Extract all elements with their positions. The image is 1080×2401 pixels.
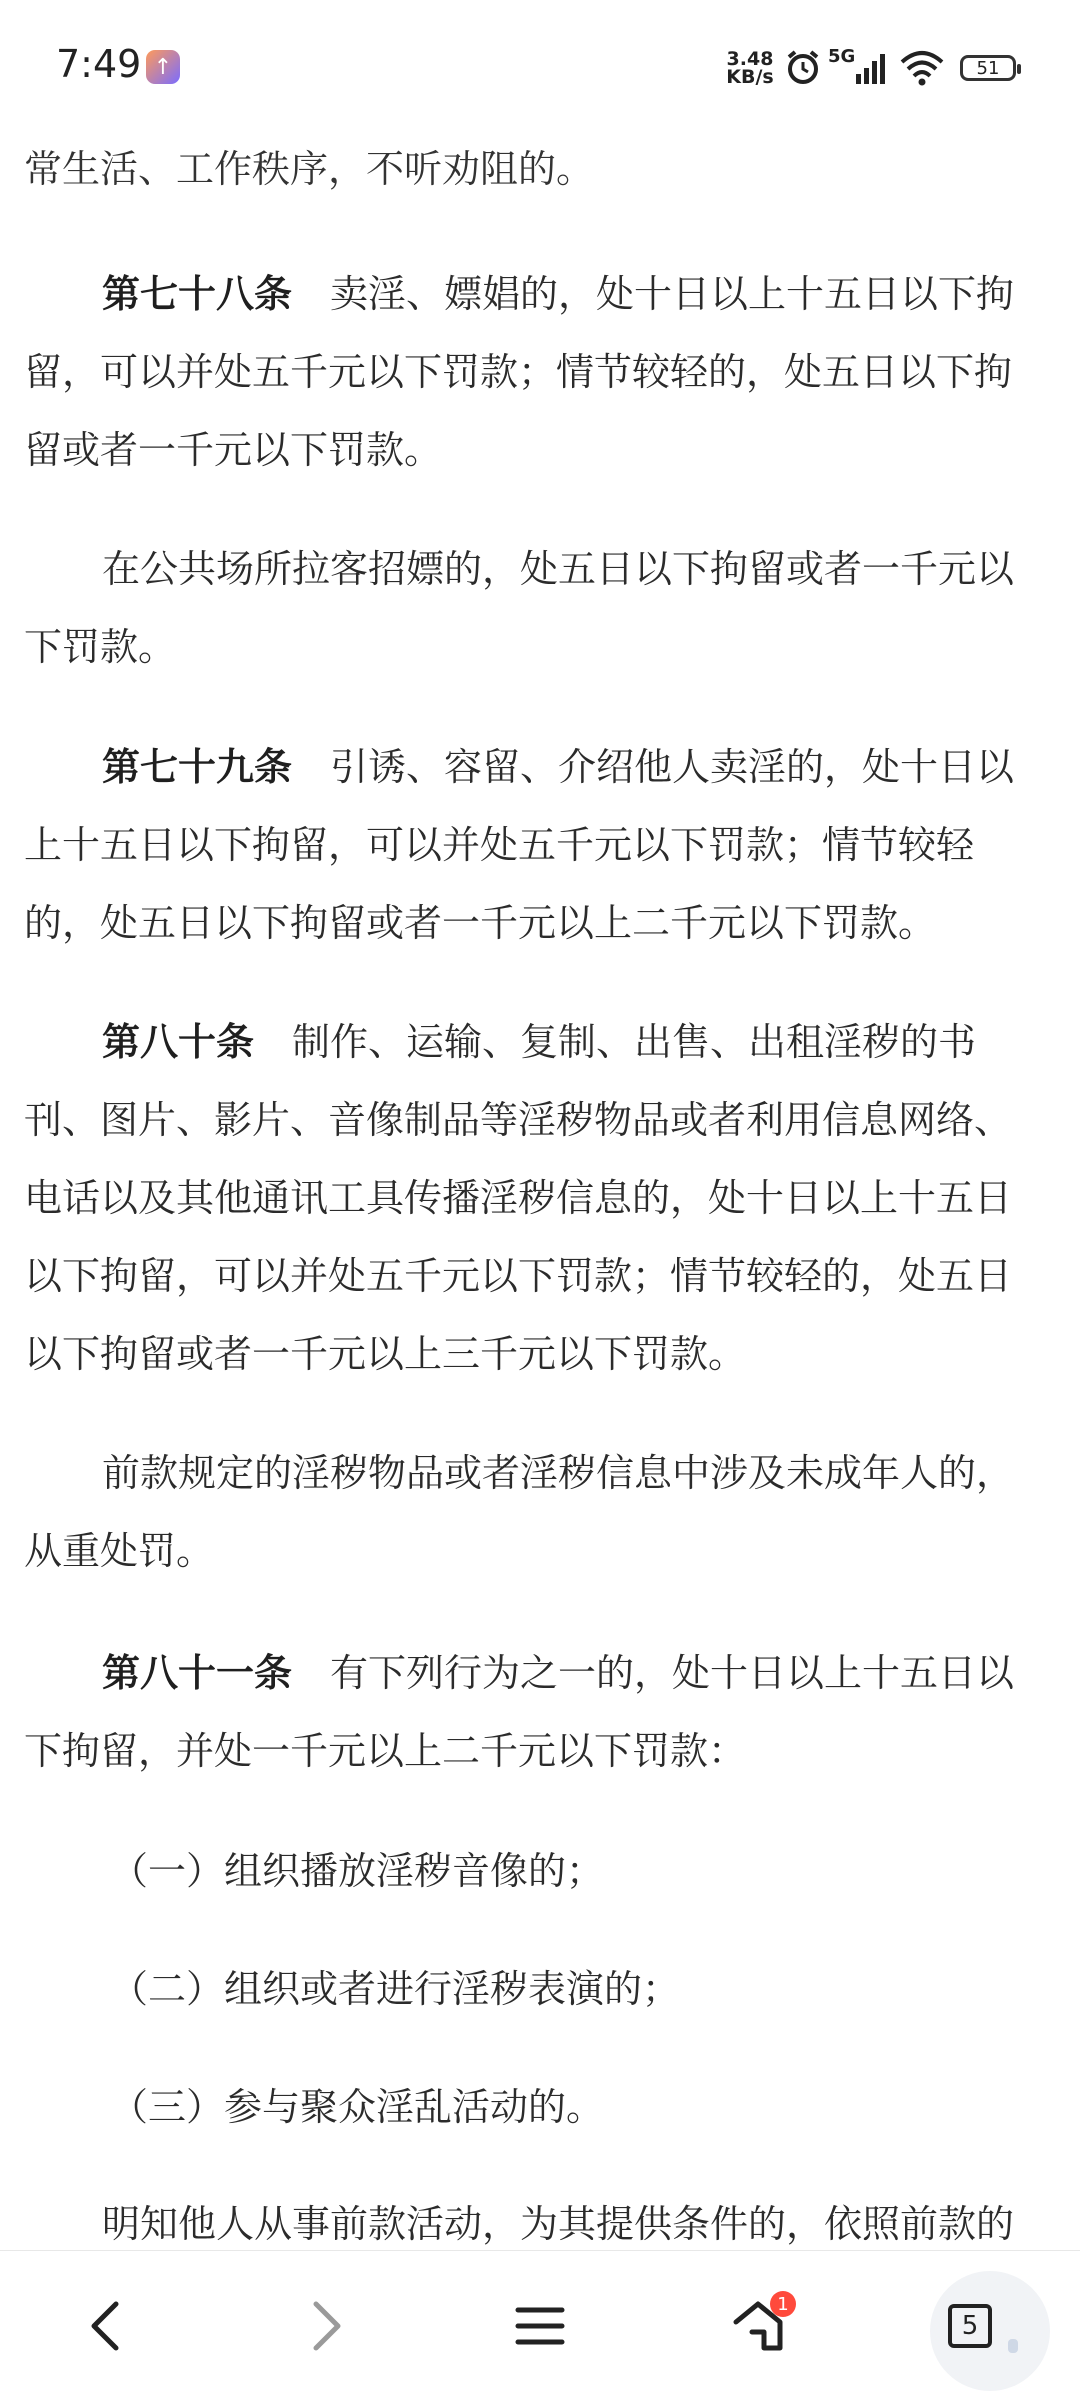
article-text: 制作、运输、复制、出售、出租淫秽的书刊、图片、影片、音像制品等淫秽物品或者利用信息网络、电话以及其他通讯工具传播淫秽信息的，处十日以上十五日以下拘留，可以并处五千元以下罚款；情节较轻的，处五日以下拘留或者一千元以上三千元以下罚款。 [24,1020,1013,1376]
signal-icon [832,48,888,88]
net-speed [720,50,780,86]
tabs-button[interactable] [900,2251,1040,2401]
notification-badge: 1 [770,2291,796,2317]
article-text: 卖淫、嫖娼的，处十日以上十五日以下拘留，可以并处五千元以下罚款；情节较轻的，处五日以下拘留或者一千元以下罚款。 [24,272,1015,472]
paragraph-facilitation: 明知他人从事前款活动，为其提供条件的，依照前款的 [102,2202,1015,2246]
paragraph-text: 前款规定的淫秽物品或者淫秽信息中涉及未成年人的，从重处罚。 [24,1451,1015,1573]
status-time: 7:49 [56,42,142,86]
status-indicators [660,0,1080,132]
chevron-left-icon [86,2298,126,2354]
list-item-3: （三）参与聚众淫乱活动的。 [110,2085,605,2129]
chevron-right-icon [306,2298,346,2354]
network-type: 5G [828,46,856,67]
list-item-2: （二）组织或者进行淫秽表演的； [110,1967,681,2011]
article-81 [24,1634,1044,1790]
article-80 [24,1003,1044,1393]
article-text: 引诱、容留、介绍他人卖淫的，处十日以上十五日以下拘留，可以并处五千元以下罚款；情节较轻的，处五日以下拘留或者一千元以上二千元以下罚款。 [24,745,1015,945]
list-item-1: （一）组织播放淫秽音像的； [110,1849,605,1893]
wifi-icon [898,48,946,88]
back-button[interactable] [36,2251,176,2401]
app-notification-icon: ↑ [146,50,180,84]
article-text: 有下列行为之一的，处十日以上十五日以下拘留，并处一千元以上二千元以下罚款： [24,1651,1015,1773]
status-bar [0,0,1080,132]
net-speed-unit: KB/s [726,66,774,88]
paragraph-text: 在公共场所拉客招嫖的，处五日以下拘留或者一千元以下罚款。 [24,547,1015,669]
article-heading: 第八十一条 [102,1651,293,1695]
tab-count: 5 [948,2304,992,2348]
net-speed-value: 3.48 [726,48,774,70]
article-heading: 第七十八条 [102,272,293,316]
bottom-navigation [0,2250,1080,2401]
home-button[interactable] [688,2251,828,2401]
alarm-icon [784,48,822,86]
paragraph-minors [24,1434,1044,1590]
menu-icon [514,2304,566,2348]
forward-button[interactable] [256,2251,396,2401]
article-heading: 第八十条 [102,1020,255,1064]
menu-button[interactable] [470,2251,610,2401]
partial-line-text: 常生活、工作秩序，不听劝阻的。 [24,147,595,191]
tab-indicator-dot [1008,2339,1018,2353]
battery-indicator: 51 [960,55,1016,81]
paragraph-soliciting [24,530,1044,686]
article-79 [24,728,1044,962]
article-heading: 第七十九条 [102,745,293,789]
article-78 [24,255,1044,489]
